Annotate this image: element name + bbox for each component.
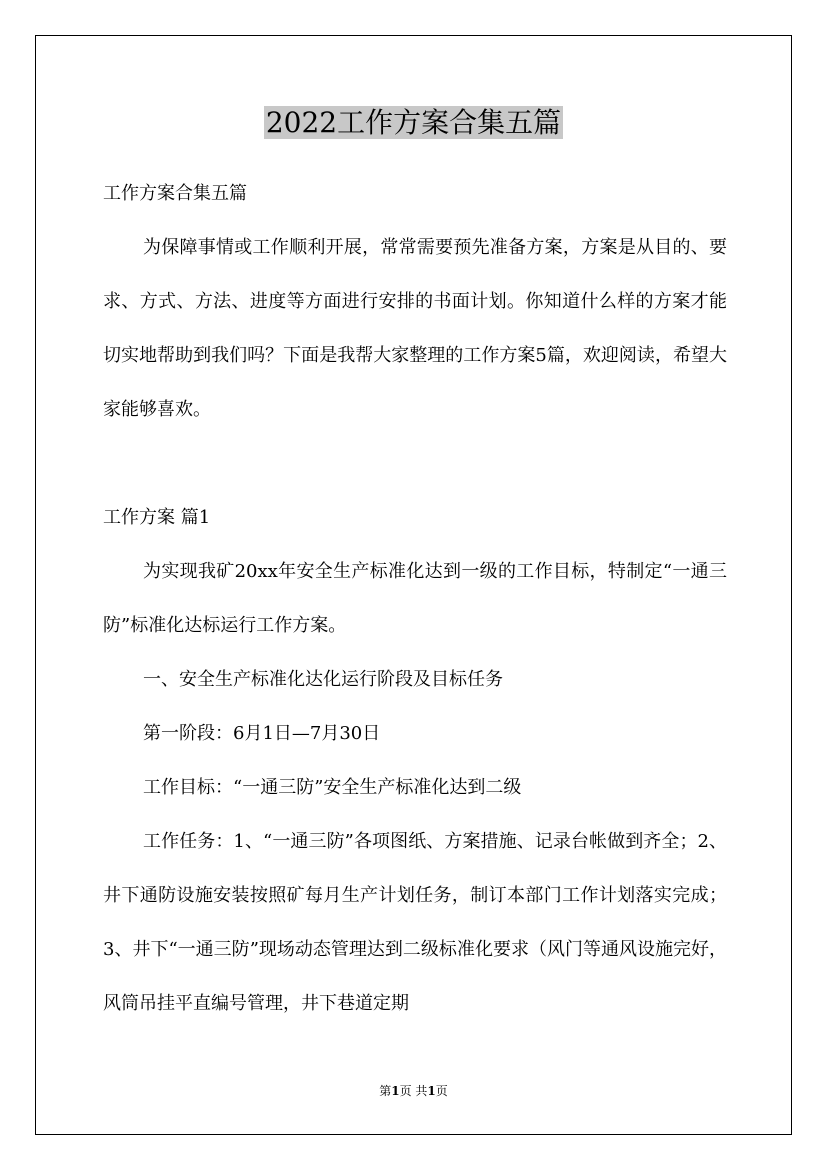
- paragraph-2: 一、安全生产标准化达化运行阶段及目标任务: [143, 669, 503, 690]
- intro-paragraph: 为保障事情或工作顺利开展，常常需要预先准备方案，方案是从目的、要求、方式、方法、进度等方面进行安排的书面计划。你知道什么样的方案才能切实地帮助到我们吗？下面是我帮大家整理的工作方案5篇，欢迎阅读，希望大家能够喜欢。: [103, 237, 727, 420]
- page-footer: [0, 1083, 827, 1099]
- section-heading: 工作方案 篇1: [103, 507, 211, 528]
- document-title-text: 2022工作方案合集五篇: [265, 106, 562, 139]
- paragraph-5: 工作任务：1、“一通三防”各项图纸、方案措施、记录台帐做到齐全；2、井下通防设施安装按照矿每月生产计划任务，制订本部门工作计划落实完成；3、井下“一通三防”现场动态管理达到二级标准化要求（风门等通风设施完好，风筒吊挂平直编号管理，井下巷道定期: [103, 831, 727, 1014]
- document-subtitle: 工作方案合集五篇: [103, 183, 247, 204]
- document-title: [0, 103, 827, 143]
- paragraph-3: 第一阶段：6月1日—7月30日: [143, 723, 381, 744]
- footer-current-page: 1: [391, 1084, 400, 1098]
- footer-prefix: 第: [379, 1084, 392, 1098]
- footer-mid: 页 共: [399, 1084, 428, 1098]
- footer-total-pages: 1: [427, 1084, 436, 1098]
- paragraph-4: 工作目标：“一通三防”安全生产标准化达到二级: [143, 777, 522, 798]
- paragraph-1: 为实现我矿20xx年安全生产标准化达到一级的工作目标，特制定“一通三防”标准化达标运行工作方案。: [103, 561, 727, 636]
- footer-suffix: 页: [435, 1084, 448, 1098]
